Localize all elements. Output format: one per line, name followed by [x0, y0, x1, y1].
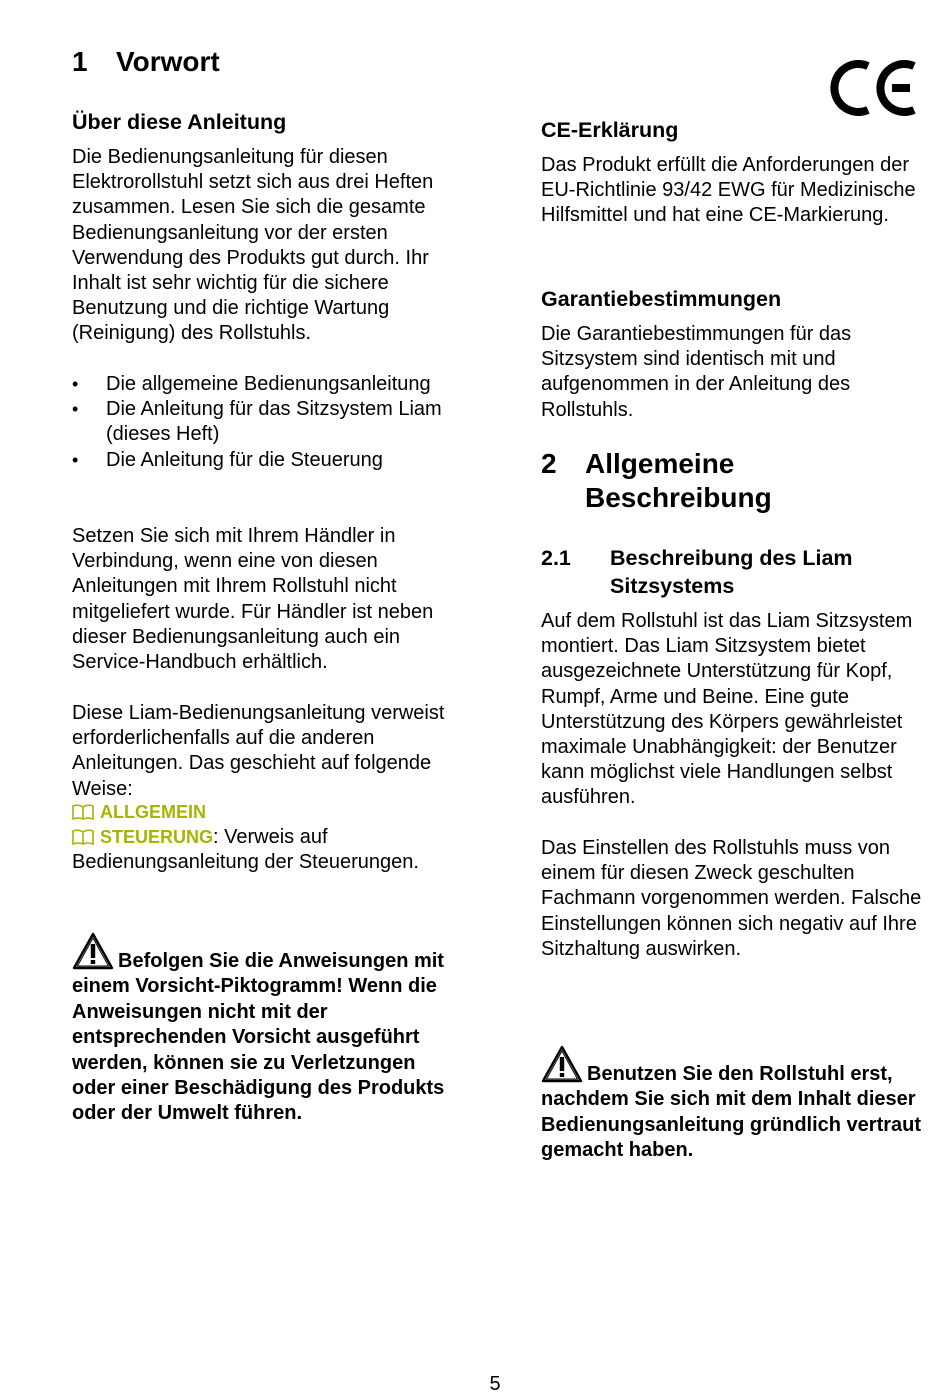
section-title: Allgemeine Beschreibung [585, 448, 772, 513]
book-icon [72, 804, 94, 820]
dealer-paragraph: Setzen Sie sich mit Ihrem Händler in Verbindung, wenn eine von diesen Anleitungen mit Ihrem Rollstuhl nicht mitgeliefert wurde. Für Händler ist neben dieser Bedienungsanleitung auch ein Service-Handbuch erhältlich. [72, 525, 434, 674]
section-title: Vorwort [116, 46, 220, 77]
reference-paragraph: Diese Liam-Bedienungsanleitung verweist erforderlichenfalls auf die anderen Anleitungen. Das geschieht auf folgende Weise: [72, 702, 445, 800]
list-item: • Die allgemeine Bedienungsanleitung [72, 372, 452, 397]
ce-heading: CE-Erklärung [541, 118, 679, 142]
intro-paragraph: Die Bedienungsanleitung für diesen Elektrorollstuhl setzt sich aus drei Heften zusammen. Lesen Sie sich die gesamte Bedienungsanleitung vor der ersten Verwendung des Produkts gut durch. Ihr Inhalt ist sehr wichtig für die sichere Benutzung und die richtige Wartung (Reinigung) des Rollstuhls. [72, 146, 434, 345]
ce-paragraph: Das Produkt erfüllt die Anforderungen der EU-Richtlinie 93/42 EWG für Medizinische Hilfsmittel und hat eine CE-Markierung. [541, 154, 916, 227]
ueber-heading: Über diese Anleitung [72, 110, 287, 134]
warning-triangle-icon [541, 1045, 583, 1083]
list-item: • Die Anleitung für das Sitzsystem Liam (dieses Heft) [72, 397, 452, 447]
manual-list [72, 372, 452, 473]
xref-steuerung: STEUERUNG: Verweis auf Bedienungsanleitung der Steuerungen. [72, 826, 419, 874]
adjustment-paragraph: Das Einstellen des Rollstuhls muss von einem für diesen Zweck geschulten Fachmann vorgenommen werden. Falsche Einstellungen können sich negativ auf Ihre Sitzhaltung auswirken. [541, 837, 922, 960]
description-paragraph: Auf dem Rollstuhl ist das Liam Sitzsystem montiert. Das Liam Sitzsystem bietet ausgezeichnete Unterstützung für Kopf, Rumpf, Arme und Beine. Eine gute Unterstützung des Körpers gewährleistet maximale Unabhängigkeit: der Benutzer kann möglichst viele Handlungen selbst ausführen. [541, 610, 913, 809]
xref-allgemein: ALLGEMEIN [72, 800, 206, 826]
warning-triangle-icon [72, 932, 114, 970]
warning-note: Benutzen Sie den Rollstuhl erst, nachdem Sie sich mit dem Inhalt dieser Bedienungsanleitung gründlich vertraut gemacht haben. [541, 1045, 926, 1164]
list-item: • Die Anleitung für die Steuerung [72, 448, 452, 473]
subsection-title: Beschreibung des Liam Sitzsystems [610, 546, 853, 598]
warning-note: Befolgen Sie die Anweisungen mit einem Vorsicht-Piktogramm! Wenn die Anweisungen nicht mit der entsprechenden Vorsicht ausgeführt werden, können sie zu Verletzungen oder einer Beschädigung des Produkts oder der Umwelt führen. [72, 932, 452, 1127]
garantie-paragraph: Die Garantiebestimmungen für das Sitzsystem sind identisch mit und aufgenommen in der Anleitung des Rollstuhls. [541, 323, 852, 421]
subsection-number: 2.1 [541, 546, 571, 570]
section-2-1-heading [541, 544, 931, 600]
ce-mark-icon [830, 58, 920, 118]
page-number: 5 [489, 1373, 501, 1395]
section-1-heading [72, 45, 220, 79]
section-number: 1 [72, 46, 88, 77]
section-number: 2 [541, 448, 557, 479]
book-icon [72, 829, 94, 845]
section-2-heading [541, 447, 931, 515]
garantie-heading: Garantiebestimmungen [541, 287, 782, 311]
